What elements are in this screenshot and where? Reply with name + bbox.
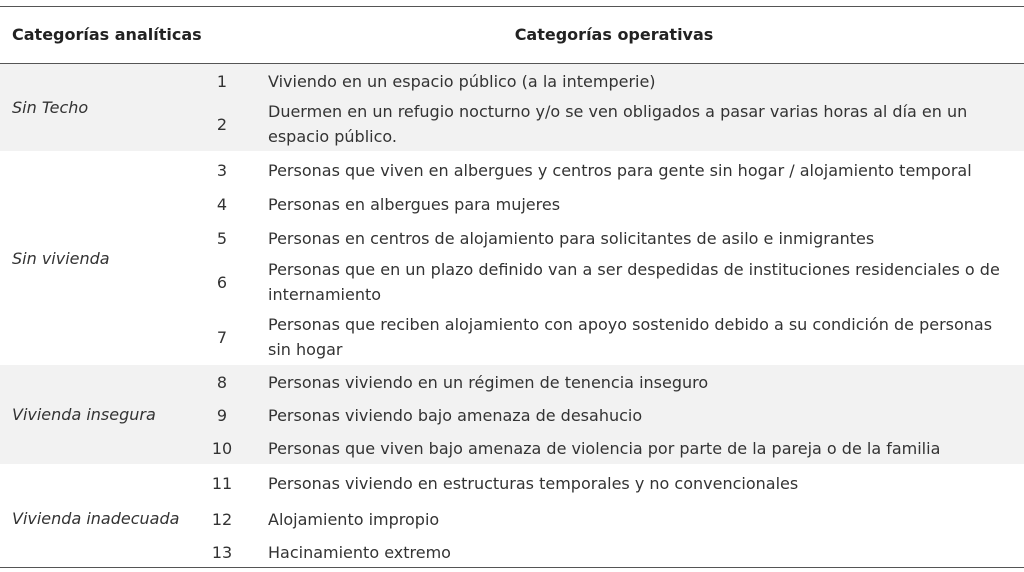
table-row (0, 504, 1024, 534)
table-row (0, 223, 1024, 253)
table-row (0, 468, 1024, 498)
table-row (0, 400, 1024, 430)
row-description: Alojamiento impropio (268, 509, 440, 529)
row-description: Personas que viven bajo amenaza de violencia por parte de la pareja o de la familia (268, 438, 941, 458)
row-description: Personas viviendo en estructuras temporales y no convencionales (268, 473, 799, 493)
table-row (0, 155, 1024, 185)
group-label: Sin Techo (12, 98, 89, 117)
row-number: 5 (216, 228, 228, 248)
row-description: Personas viviendo bajo amenaza de desahucio (268, 405, 643, 425)
row-number: 11 (211, 473, 233, 493)
row-number: 2 (216, 114, 228, 134)
group-label: Sin vivienda (12, 248, 110, 268)
table-row (0, 433, 1024, 463)
row-number: 12 (211, 509, 233, 529)
table-row (0, 537, 1024, 567)
group-sin-techo (0, 64, 1024, 151)
header-analytic: Categorías analíticas (12, 25, 202, 44)
row-description: Personas viviendo en un régimen de tenencia inseguro (268, 372, 709, 392)
row-description: Personas que en un plazo definido van a ser despedidas de instituciones residenciales o de internamiento (268, 260, 1000, 304)
row-number: 8 (216, 372, 228, 392)
row-number: 6 (216, 272, 228, 292)
table-row (0, 311, 1024, 363)
group-vivienda-insegura (0, 365, 1024, 464)
header-operative: Categorías operativas (514, 25, 714, 44)
table-row (0, 98, 1024, 150)
row-number: 13 (211, 542, 233, 562)
table-row (0, 189, 1024, 219)
row-number: 3 (216, 160, 228, 180)
row-number: 1 (216, 71, 228, 91)
group-sin-vivienda (0, 151, 1024, 365)
group-vivienda-inadecuada (0, 464, 1024, 567)
table-row (0, 367, 1024, 397)
table-row (0, 256, 1024, 308)
row-description: Personas en centros de alojamiento para solicitantes de asilo e inmigrantes (268, 228, 875, 248)
row-number: 4 (216, 194, 228, 214)
table-row (0, 66, 1024, 96)
row-description: Personas en albergues para mujeres (268, 194, 561, 214)
group-label: Vivienda insegura (12, 405, 156, 424)
row-description: Hacinamiento extremo (268, 542, 451, 562)
row-number: 9 (216, 405, 228, 425)
row-description: Personas que reciben alojamiento con apoyo sostenido debido a su condición de personas sin hogar (268, 315, 993, 359)
bottom-rule (0, 567, 1024, 568)
row-description: Personas que viven en albergues y centros para gente sin hogar / alojamiento temporal (268, 160, 972, 180)
group-label: Vivienda inadecuada (12, 508, 180, 528)
row-number: 10 (211, 438, 233, 458)
row-description: Duermen en un refugio nocturno y/o se ven obligados a pasar varias horas al día en un espacio público. (268, 102, 968, 146)
row-number: 7 (216, 327, 228, 347)
row-description: Viviendo en un espacio público (a la intemperie) (268, 71, 656, 91)
